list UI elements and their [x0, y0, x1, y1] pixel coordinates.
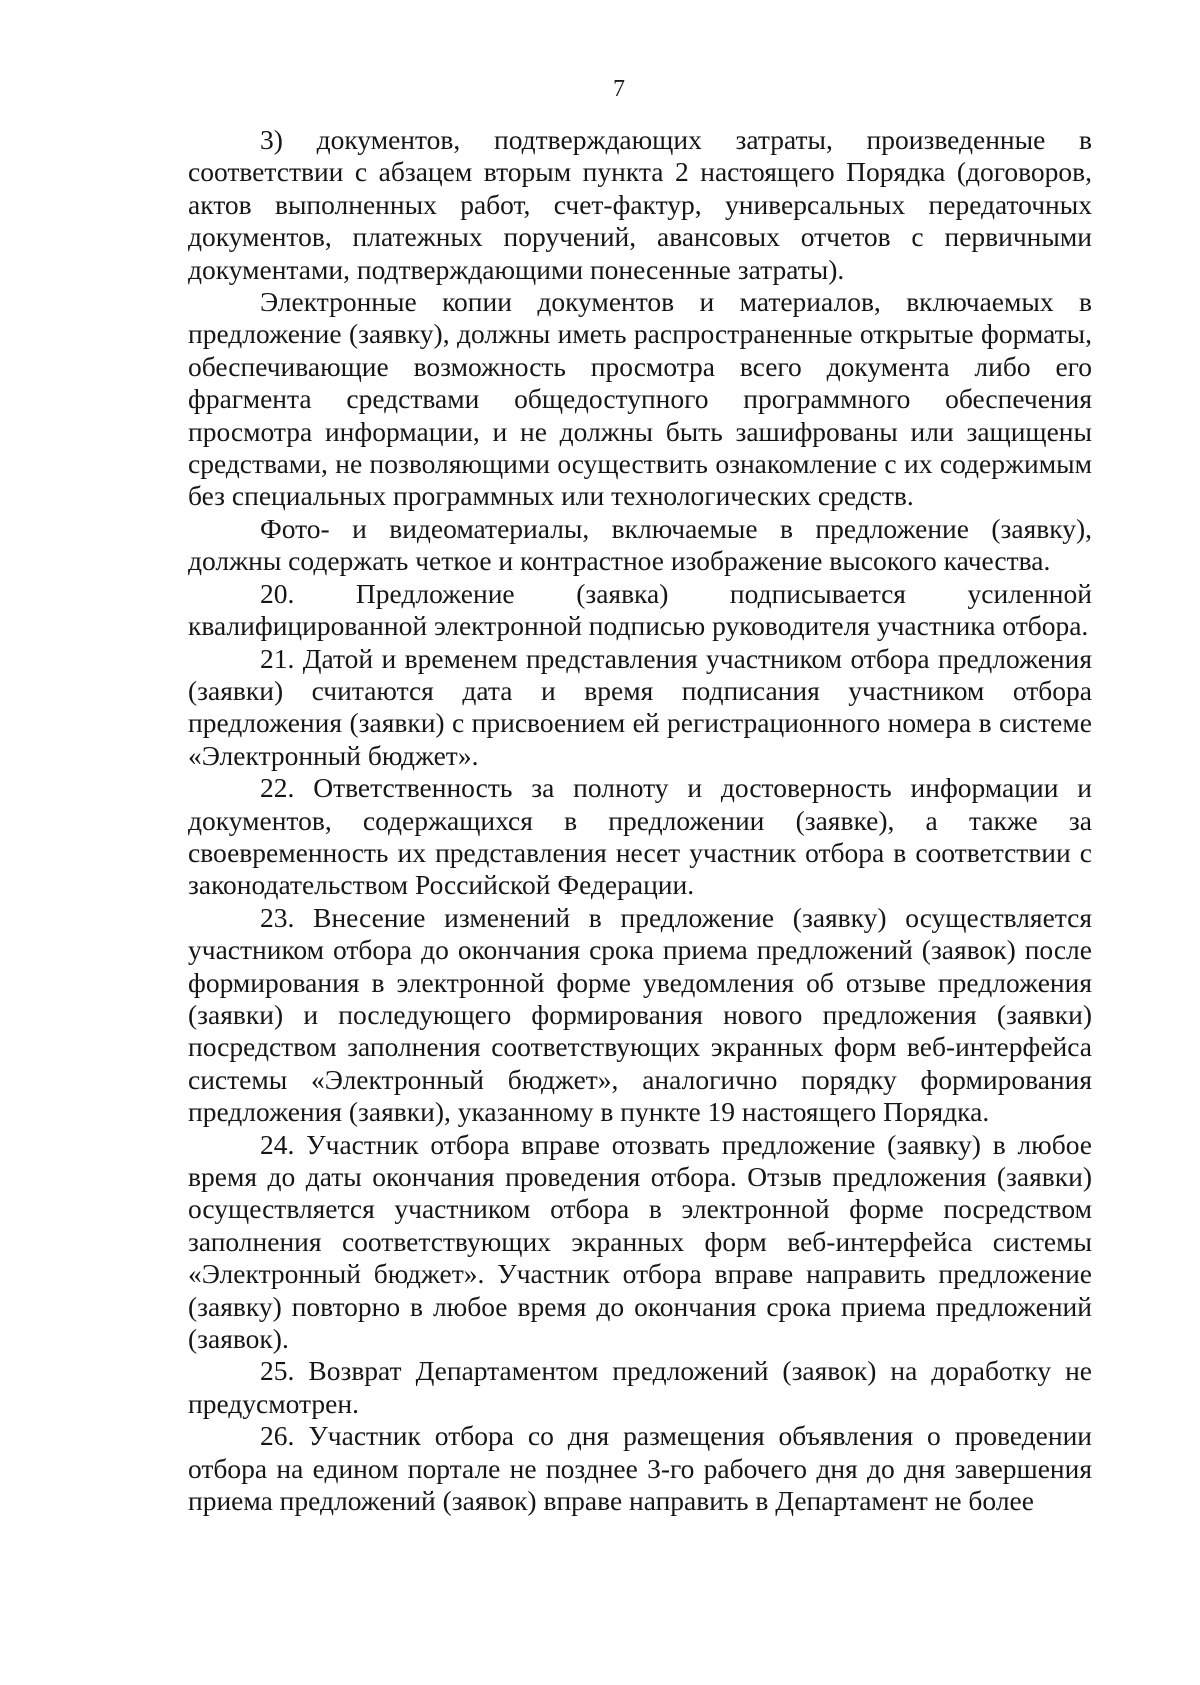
page-number: 7	[613, 76, 625, 102]
paragraph-clause-25: 25. Возврат Департаментом предложений (заявок) на доработку не предусмотрен.	[188, 1355, 1092, 1419]
paragraph-clause-24: 24. Участник отбора вправе отозвать предложение (заявку) в любое время до даты окончания проведения отбора. Отзыв предложения (заявки) осуществляется участником отбора в электронной форме посредством заполнения соответствующих экранных форм веб-интерфейса системы «Электронный бюджет». Участник отбора вправе направить предложение (заявку) повторно в любое время до окончания срока приема предложений (заявок).	[188, 1128, 1092, 1355]
paragraph-clause-20: 20. Предложение (заявка) подписывается усиленной квалифицированной электронной подписью руководителя участника отбора.	[188, 577, 1092, 642]
paragraph-clause-22: 22. Ответственность за полноту и достоверность информации и документов, содержащихся в предложении (заявке), а также за своевременность их представления несет участник отбора в соответствии с законодательством Российской Федерации.	[188, 772, 1092, 901]
paragraph-clause-21: 21. Датой и временем представления участником отбора предложения (заявки) считаются дата и время подписания участником отбора предложения (заявки) с присвоением ей регистрационного номера в системе «Электронный бюджет».	[188, 642, 1092, 771]
paragraph-item-3-documents: 3) документов, подтверждающих затраты, произведенные в соответствии с абзацем вторым пункта 2 настоящего Порядка (договоров, актов выполненных работ, счет-фактур, универсальных передаточных документов, платежных поручений, авансовых отчетов с первичными документами, подтверждающими понесенные затраты).	[188, 124, 1092, 285]
paragraph-clause-26: 26. Участник отбора со дня размещения объявления о проведении отбора на едином портале не позднее 3-го рабочего дня до дня завершения приема предложений (заявок) вправе направить в Департамент не более	[188, 1420, 1092, 1517]
document-body	[188, 124, 1092, 1517]
paragraph-electronic-copies: Электронные копии документов и материалов, включаемых в предложение (заявку), должны иметь распространенные открытые форматы, обеспечивающие возможность просмотра всего документа либо его фрагмента средствами общедоступного программного обеспечения просмотра информации, и не должны быть зашифрованы или защищены средствами, не позволяющими осуществить ознакомление с их содержимым без специальных программных или технологических средств.	[188, 286, 1092, 512]
paragraph-clause-23: 23. Внесение изменений в предложение (заявку) осуществляется участником отбора до окончания срока приема предложений (заявок) после формирования в электронной форме уведомления об отзыве предложения (заявки) и последующего формирования нового предложения (заявки) посредством заполнения соответствующих экранных форм веб-интерфейса системы «Электронный бюджет», аналогично порядку формирования предложения (заявки), указанному в пункте 19 настоящего Порядка.	[188, 901, 1092, 1128]
paragraph-photo-video: Фото- и видеоматериалы, включаемые в предложение (заявку), должны содержать четкое и контрастное изображение высокого качества.	[188, 512, 1092, 577]
